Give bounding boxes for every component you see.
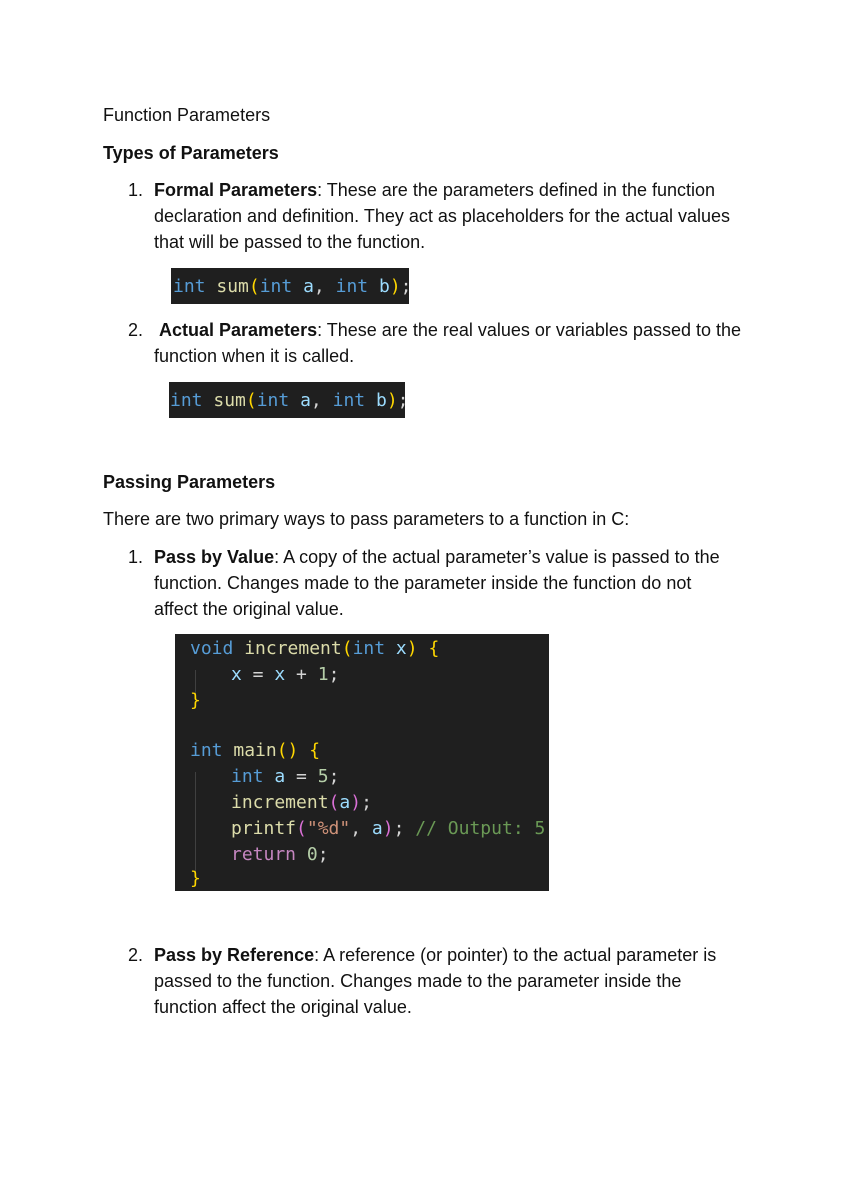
description-text: function when it is called. — [154, 346, 355, 366]
code-token: int — [231, 766, 264, 787]
code-token: a — [263, 766, 286, 787]
description-text: affect the original value. — [154, 599, 344, 619]
code-token: x — [274, 664, 286, 685]
code-line — [190, 688, 201, 714]
code-token: int — [332, 390, 366, 411]
description-text: function affect the original value. — [154, 997, 412, 1017]
section-heading-types-of-parameters: Types of Parameters — [103, 143, 279, 163]
code-snippet-formal — [171, 268, 412, 304]
description-text: passed to the function. Changes made to the parameter inside the — [154, 971, 682, 991]
code-line — [231, 842, 329, 868]
code-token: int — [259, 276, 293, 297]
code-snippet-pass-by-value — [175, 634, 549, 891]
term-formal-parameters: Formal Parameters — [154, 180, 318, 200]
code-line — [231, 790, 372, 816]
code-token: a — [289, 390, 311, 411]
code-token: = — [285, 766, 318, 787]
code-token: 0 — [306, 844, 318, 865]
code-line — [231, 764, 339, 790]
code-token: ; — [397, 390, 409, 411]
list-number: 2. — [128, 945, 144, 965]
code-token: } — [190, 690, 201, 711]
code-token: int — [170, 390, 203, 411]
code-token: int — [352, 638, 386, 659]
code-token: int — [190, 740, 223, 761]
description-text: : These are the parameters defined in the function — [317, 180, 716, 200]
code-token: ; — [328, 664, 340, 685]
document-title: Function Parameters — [103, 105, 271, 125]
description-text: : A copy of the actual parameter’s value is passed to the — [274, 547, 720, 567]
indent-guide — [195, 772, 196, 876]
description-text: function. Changes made to the parameter inside the function do not — [154, 573, 692, 593]
code-token: , — [310, 390, 333, 411]
code-token: = — [241, 664, 275, 685]
code-token: "%d" — [306, 818, 351, 839]
code-token — [296, 844, 307, 865]
code-token: 5 — [317, 766, 329, 787]
code-token: increment — [233, 638, 342, 659]
code-token: ( — [245, 390, 257, 411]
section-heading-passing-parameters: Passing Parameters — [103, 472, 276, 492]
code-line — [190, 738, 320, 764]
code-token: { — [298, 740, 321, 761]
code-token: main — [222, 740, 277, 761]
description-text: declaration and definition. They act as placeholders for the actual values — [154, 206, 731, 226]
code-line — [231, 662, 339, 688]
code-token: ; — [393, 818, 405, 839]
term-actual-parameters: Actual Parameters — [159, 320, 318, 340]
code-token: return — [231, 844, 297, 865]
term-pass-by-value: Pass by Value — [154, 547, 275, 567]
code-token: b — [368, 276, 390, 297]
code-line — [190, 636, 439, 662]
description-text: : These are the real values or variables passed to the — [317, 320, 742, 340]
code-token: ) — [386, 390, 398, 411]
code-token: , — [313, 276, 336, 297]
code-token: 1 — [317, 664, 329, 685]
code-line — [173, 274, 412, 300]
code-token: b — [365, 390, 387, 411]
code-token: ( — [248, 276, 260, 297]
code-token: sum — [202, 390, 246, 411]
code-token: ) — [406, 638, 418, 659]
list-number: 1. — [128, 180, 144, 200]
list-item-first-line — [154, 544, 720, 570]
list-item-first-line — [159, 317, 741, 343]
code-token: { — [417, 638, 440, 659]
code-token: void — [190, 638, 234, 659]
term-pass-by-reference: Pass by Reference — [154, 945, 315, 965]
code-token: increment — [231, 792, 329, 813]
code-token: int — [173, 276, 206, 297]
section-intro: There are two primary ways to pass parameters to a function in C: — [103, 509, 630, 529]
code-token: ; — [400, 276, 412, 297]
code-token: ; — [328, 766, 340, 787]
code-token: () — [276, 740, 299, 761]
code-token: ) — [350, 792, 362, 813]
code-token: printf — [231, 818, 297, 839]
list-item-first-line — [154, 177, 715, 203]
code-token: a — [339, 792, 351, 813]
code-token: sum — [205, 276, 249, 297]
code-token: + — [285, 664, 318, 685]
code-token: ) — [389, 276, 401, 297]
code-token: x — [385, 638, 407, 659]
code-token: } — [190, 868, 201, 889]
code-line — [231, 816, 545, 842]
code-token: ; — [361, 792, 372, 813]
code-comment: // Output: 5 — [404, 818, 546, 839]
code-token: ) — [382, 818, 394, 839]
list-number: 1. — [128, 547, 144, 567]
code-token: ( — [328, 792, 340, 813]
code-token: a — [371, 818, 383, 839]
code-line — [190, 866, 201, 892]
code-line — [170, 388, 409, 414]
code-token: ( — [341, 638, 353, 659]
list-number: 2. — [128, 320, 144, 340]
code-token: int — [256, 390, 290, 411]
code-token: x — [231, 664, 242, 685]
code-token: int — [335, 276, 369, 297]
code-token: ( — [296, 818, 307, 839]
description-text: : A reference (or pointer) to the actual parameter is — [314, 945, 717, 965]
code-token: , — [350, 818, 372, 839]
code-token: ; — [317, 844, 329, 865]
code-snippet-actual — [169, 382, 409, 418]
list-item-first-line — [154, 942, 716, 968]
code-token: a — [292, 276, 314, 297]
description-text: that will be passed to the function. — [154, 232, 426, 252]
